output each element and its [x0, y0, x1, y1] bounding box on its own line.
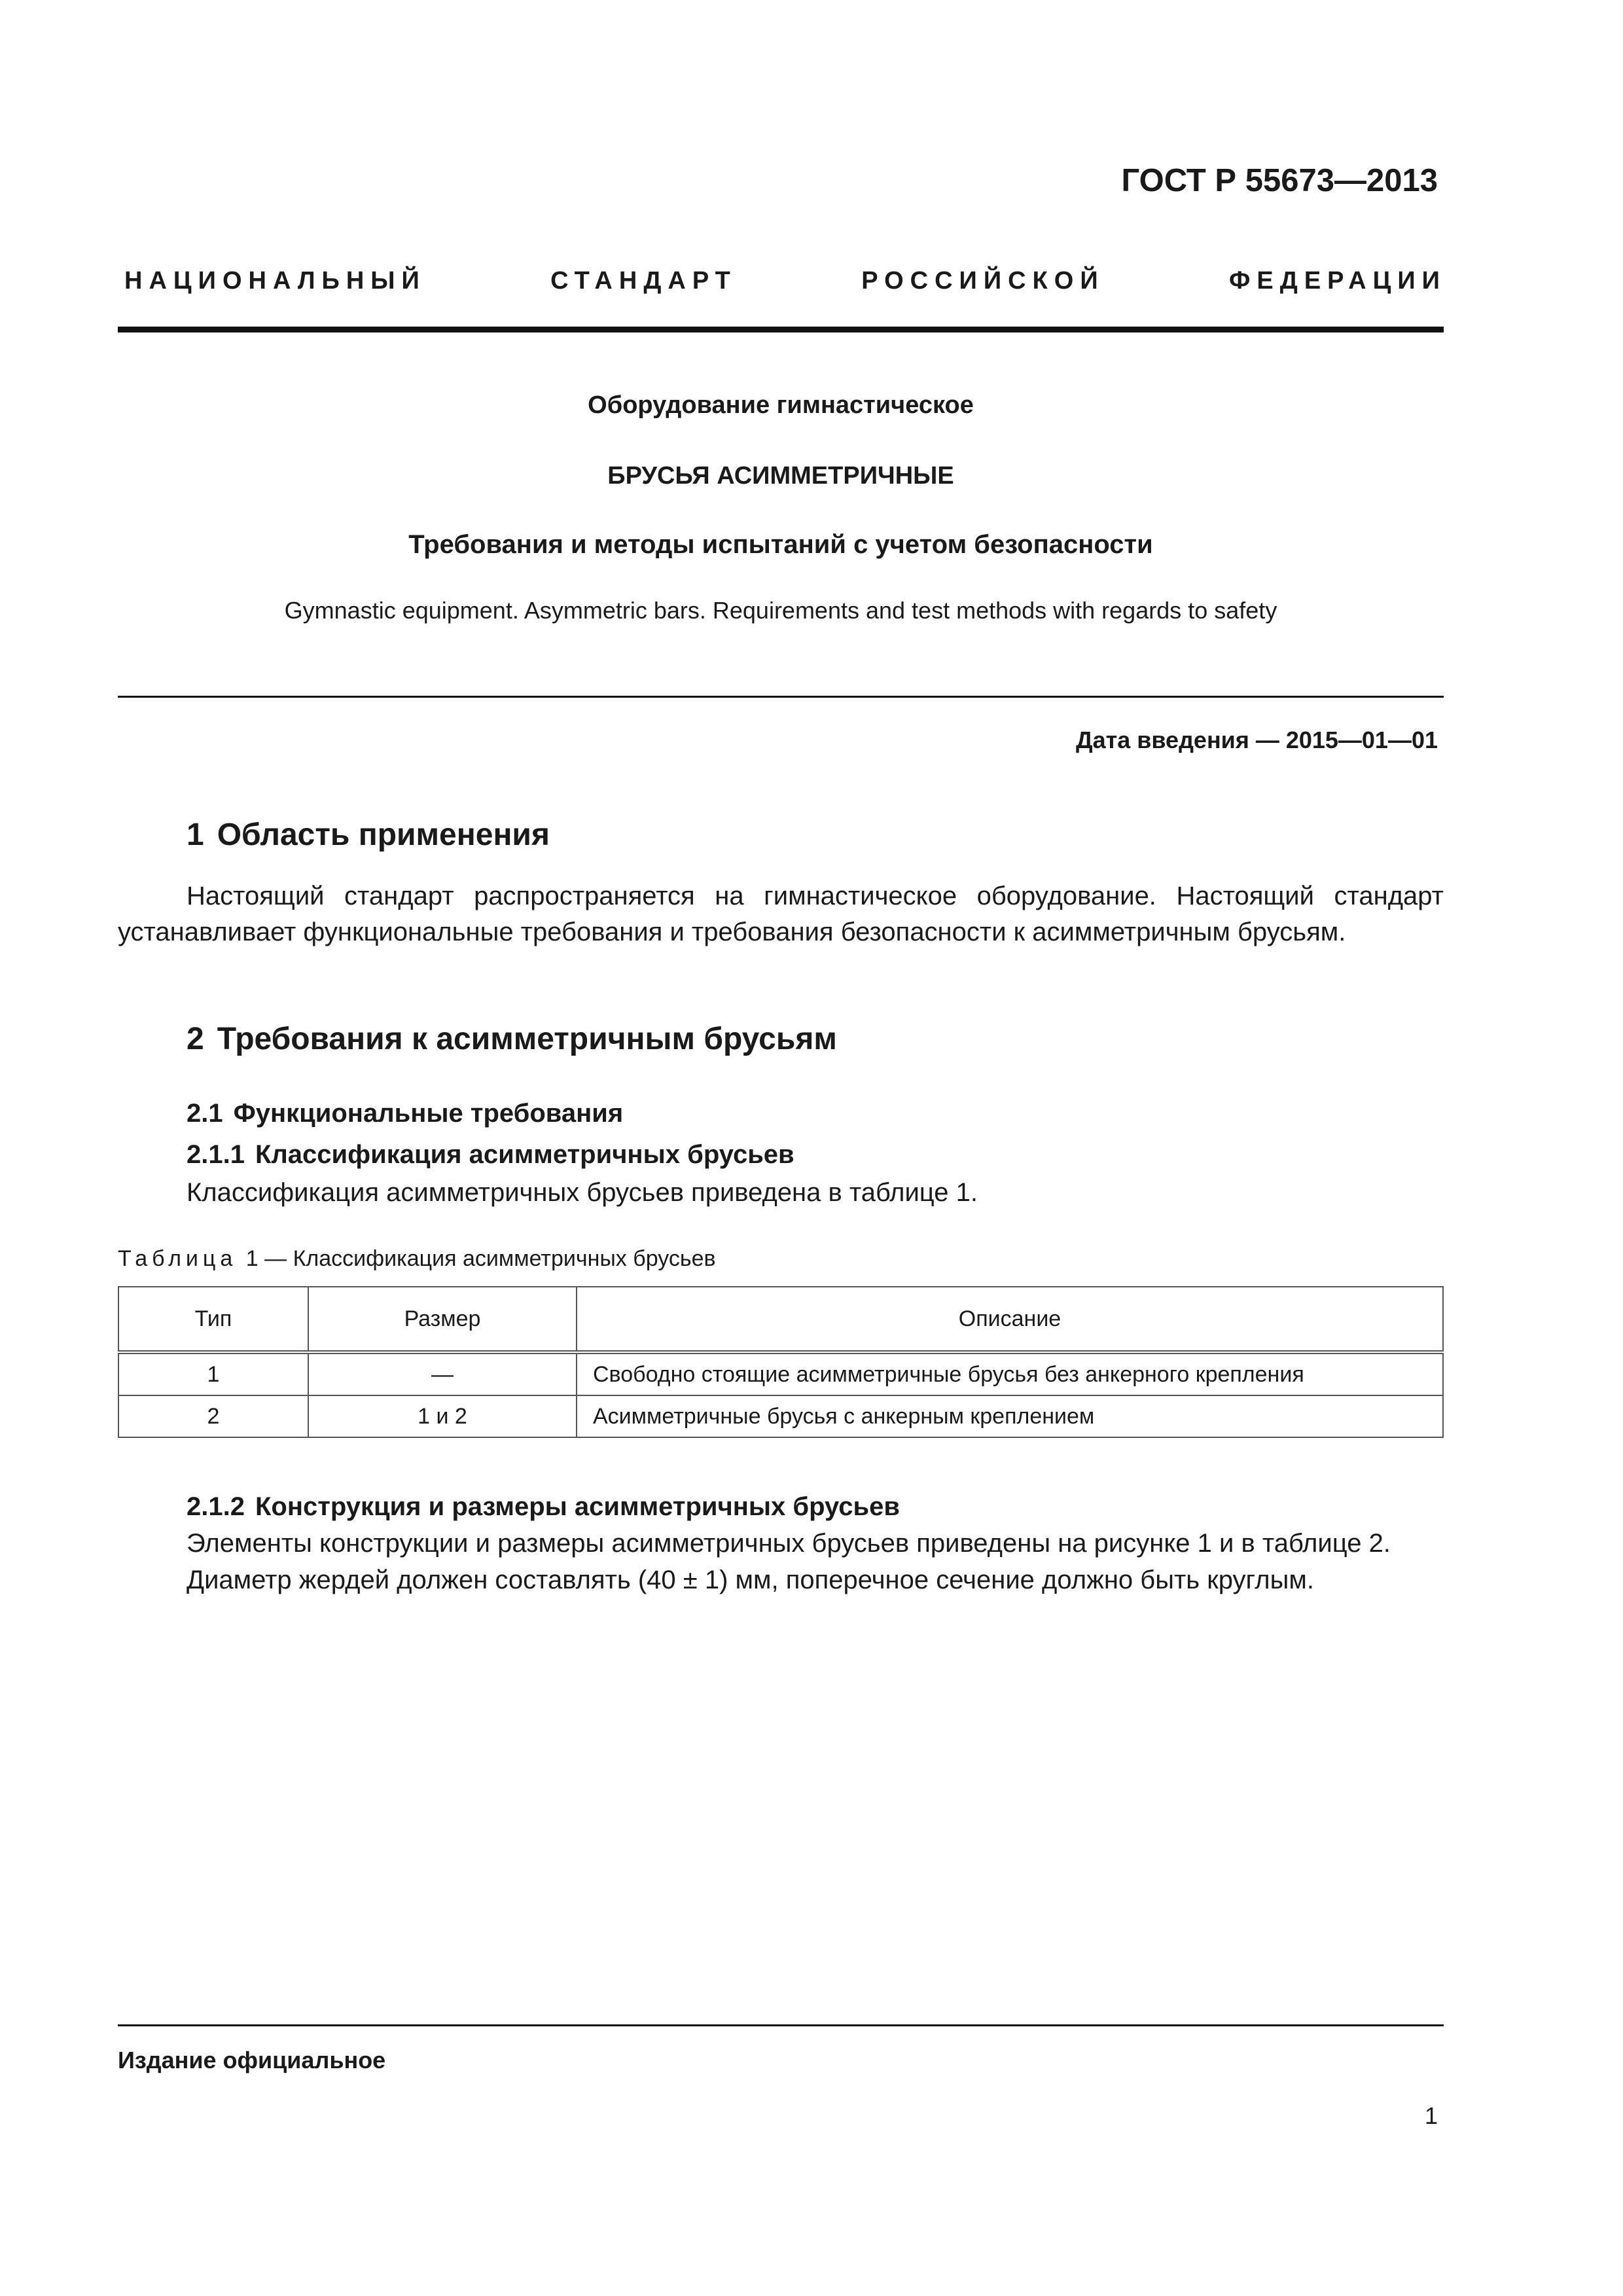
classification-table [118, 1286, 1444, 1438]
section-title: Классификация асимметричных брусьев [255, 1140, 794, 1169]
table-row [118, 1352, 1443, 1395]
title-divider [118, 696, 1444, 698]
title-english: Gymnastic equipment. Asymmetric bars. Requirements and test methods with regards to safety [284, 597, 1277, 624]
section-title: Конструкция и размеры асимметричных брусьев [255, 1492, 900, 1521]
table-header-row [118, 1287, 1443, 1352]
section-2-1-2-text-line-1: Элементы конструкции и размеры асимметричных брусьев приведены на рисунке 1 и в таблице 2. [187, 1529, 1391, 1558]
national-standard-heading: НАЦИОНАЛЬНЫЙ СТАНДАРТ РОССИЙСКОЙ ФЕДЕРАЦИИ [124, 267, 1446, 295]
section-2-1-heading [187, 1099, 623, 1128]
footer-divider [118, 2024, 1444, 2026]
cell-size: 1 и 2 [308, 1395, 577, 1437]
section-number: 2.1 [187, 1099, 223, 1128]
section-2-1-1-heading [187, 1140, 794, 1170]
header-divider [118, 327, 1444, 332]
title-subtitle: Требования и методы испытаний с учетом безопасности [408, 530, 1153, 559]
section-title: Область применения [217, 817, 550, 852]
cell-description: Асимметричные брусья с анкерным креплением [577, 1395, 1443, 1437]
section-number: 2 [187, 1022, 204, 1056]
section-1-heading [187, 817, 550, 853]
section-title: Требования к асимметричным брусьям [217, 1022, 837, 1056]
table-caption-text: — Классификация асимметричных брусьев [264, 1246, 716, 1271]
column-header-type: Тип [118, 1287, 308, 1352]
section-number: 1 [187, 817, 204, 852]
table-number: 1 [245, 1246, 259, 1271]
column-header-description: Описание [577, 1287, 1443, 1352]
cell-type: 2 [118, 1395, 308, 1437]
introduction-date: Дата введения — 2015—01—01 [1075, 726, 1438, 753]
title-category: Оборудование гимнастическое [588, 391, 974, 419]
section-2-1-1-text: Классификация асимметричных брусьев приведена в таблице 1. [187, 1178, 978, 1207]
cell-type: 1 [118, 1352, 308, 1395]
document-number: ГОСТ Р 55673—2013 [1121, 163, 1438, 198]
official-edition-label: Издание официальное [118, 2047, 386, 2073]
title-name: БРУСЬЯ АСИММЕТРИЧНЫЕ [607, 462, 954, 490]
table-row [118, 1395, 1443, 1437]
section-number: 2.1.1 [187, 1140, 245, 1169]
table-1-caption [118, 1246, 716, 1272]
section-2-heading [187, 1021, 837, 1057]
section-2-1-2-heading [187, 1492, 900, 1522]
cell-size: — [308, 1352, 577, 1395]
section-2-1-2-text-line-2: Диаметр жердей должен составлять (40 ± 1) мм, поперечное сечение должно быть круглым. [187, 1566, 1314, 1594]
cell-description: Свободно стоящие асимметричные брусья без анкерного крепления [577, 1352, 1443, 1395]
page-number: 1 [1424, 2102, 1438, 2129]
section-title: Функциональные требования [233, 1099, 624, 1128]
column-header-size: Размер [308, 1287, 577, 1352]
section-number: 2.1.2 [187, 1492, 245, 1521]
section-1-paragraph: Настоящий стандарт распространяется на гимнастическое оборудование. Настоящий стандарт устанавливает функциональные требования и требования безопасности к асимметричным брусьям. [118, 882, 1444, 946]
table-label: Таблица [118, 1246, 238, 1271]
